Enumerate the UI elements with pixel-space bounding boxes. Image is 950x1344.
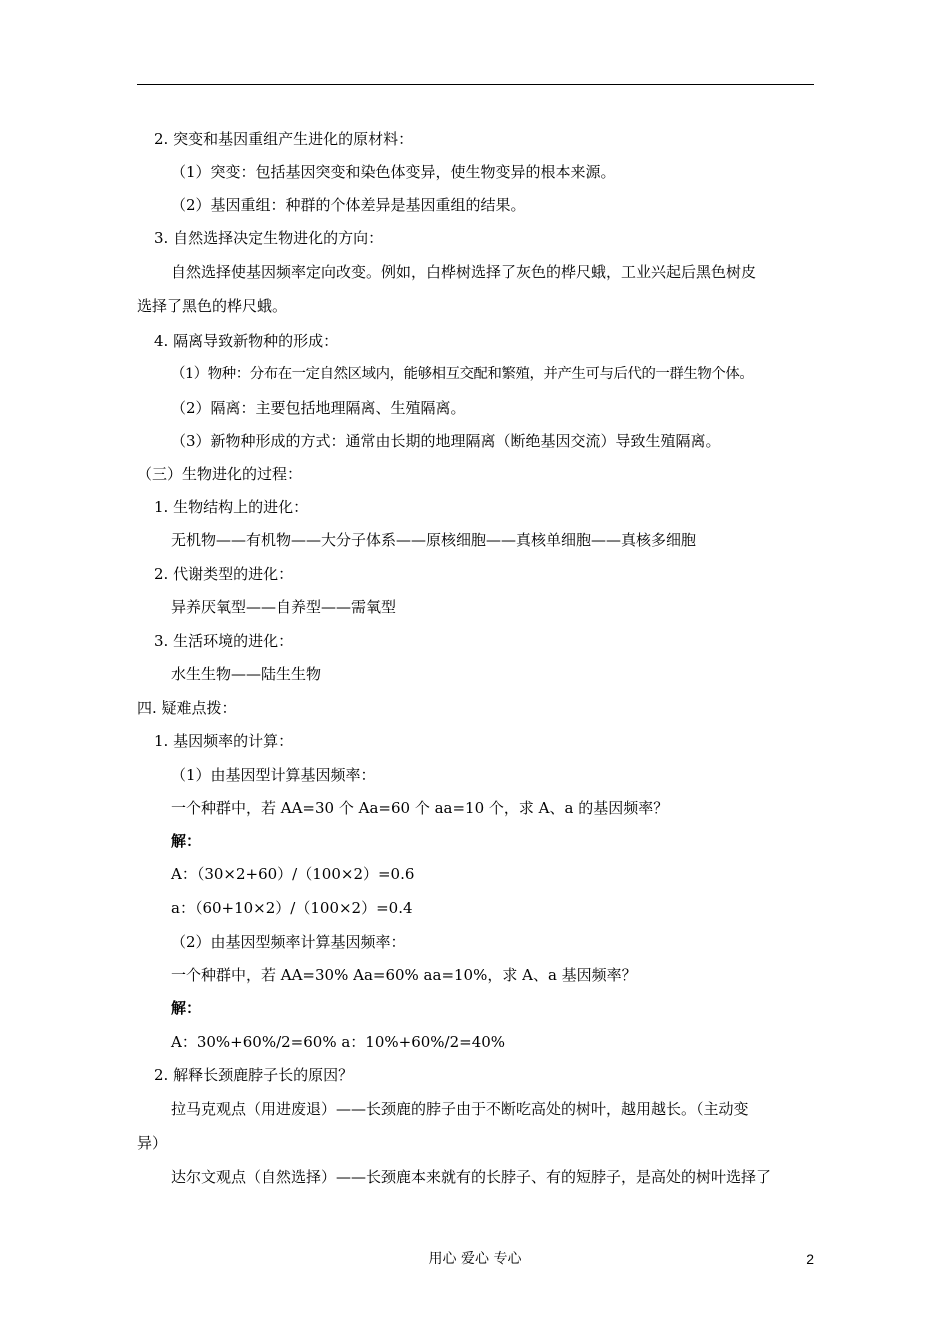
page-number: 2 (806, 1251, 814, 1267)
text-line: （1）物种：分布在一定自然区域内，能够相互交配和繁殖，并产生可与后代的一群生物个体。 (171, 366, 754, 382)
text-line: a：（60+10×2）/（100×2）=0.4 (171, 899, 413, 917)
text-line: 达尔文观点（自然选择）——长颈鹿本来就有的长脖子、有的短脖子，是高处的树叶选择了 (171, 1168, 772, 1186)
text-line: 异养厌氧型——自养型——需氧型 (171, 598, 397, 616)
text-line: 2. 突变和基因重组产生进化的原材料： (154, 130, 414, 148)
text-line: 一个种群中，若 AA=30% Aa=60% aa=10%，求 A、a 基因频率？ (171, 966, 637, 984)
text-line: （2）基因重组：种群的个体差异是基因重组的结果。 (171, 196, 526, 214)
text-line: 3. 自然选择决定生物进化的方向： (154, 229, 384, 247)
text-line: 自然选择使基因频率定向改变。例如，白桦树选择了灰色的桦尺蛾，工业兴起后黑色树皮 (171, 263, 757, 281)
header-rule (137, 84, 814, 85)
text-line: 选择了黑色的桦尺蛾。 (137, 297, 288, 315)
section-heading: （三）生物进化的过程： (137, 465, 303, 483)
text-line: 3. 生活环境的进化： (154, 632, 294, 650)
text-line: 无机物——有机物——大分子体系——原核细胞——真核单细胞——真核多细胞 (171, 531, 697, 549)
text-line: 4. 隔离导致新物种的形成： (154, 332, 339, 350)
footer-motto: 用心 爱心 专心 (428, 1251, 522, 1267)
text-line: 水生生物——陆生生物 (171, 665, 322, 683)
text-line: 2. 解释长颈鹿脖子长的原因？ (154, 1066, 354, 1084)
text-line: 异） (137, 1134, 168, 1152)
solution-label: 解： (171, 999, 202, 1017)
text-line: （1）由基因型计算基因频率： (171, 766, 376, 784)
text-line: 1. 基因频率的计算： (154, 732, 294, 750)
solution-label: 解： (171, 832, 202, 850)
text-line: A：30%+60%/2=60% a：10%+60%/2=40% (171, 1033, 506, 1051)
text-line: （3）新物种形成的方式：通常由长期的地理隔离（断绝基因交流）导致生殖隔离。 (171, 432, 721, 450)
text-line: 拉马克观点（用进废退）——长颈鹿的脖子由于不断吃高处的树叶，越用越长。（主动变 (171, 1100, 749, 1118)
text-line: 2. 代谢类型的进化： (154, 565, 294, 583)
text-line: （2）由基因型频率计算基因频率： (171, 933, 406, 951)
text-line: A：（30×2+60）/（100×2）=0.6 (171, 865, 415, 883)
text-line: 一个种群中，若 AA=30 个 Aa=60 个 aa=10 个，求 A、a 的基因频率？ (171, 799, 669, 817)
text-line: （1）突变：包括基因突变和染色体变异，使生物变异的根本来源。 (171, 163, 616, 181)
text-line: （2）隔离：主要包括地理隔离、生殖隔离。 (171, 399, 466, 417)
section-heading: 四. 疑难点拨： (137, 699, 237, 717)
text-line: 1. 生物结构上的进化： (154, 498, 309, 516)
